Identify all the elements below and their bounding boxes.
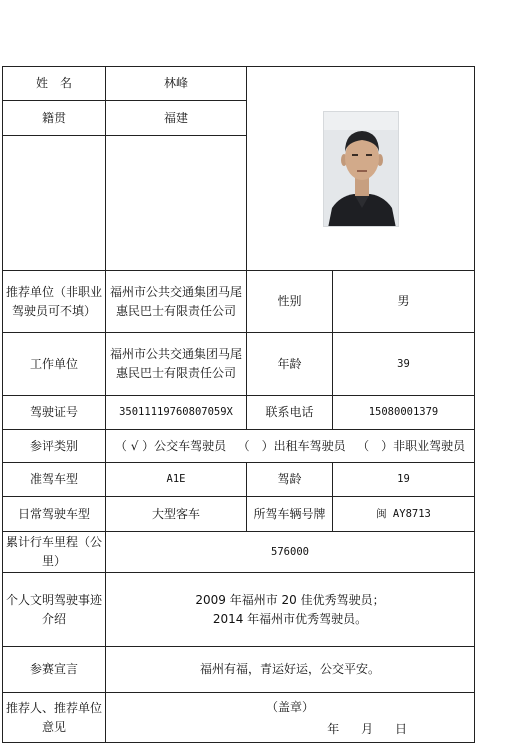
- opinion-label: 推荐人、推荐单位意见: [3, 693, 106, 743]
- row-name: [3, 67, 475, 101]
- work-unit-label: 工作单位: [3, 333, 106, 396]
- gender-label: 性别: [247, 271, 333, 333]
- license-no-label: 驾驶证号: [3, 396, 106, 430]
- category-option-taxi: （ ）出租车驾驶员: [237, 438, 346, 453]
- recommend-unit-label: 推荐单位（非职业驾驶员可不填）: [3, 271, 106, 333]
- recommend-unit-value: 福州市公共交通集团马尾惠民巴士有限责任公司: [106, 271, 247, 333]
- mileage-value: 576000: [106, 532, 475, 573]
- daily-vehicle-label: 日常驾驶车型: [3, 497, 106, 532]
- row-daily-vehicle: [3, 497, 475, 532]
- age-label: 年龄: [247, 333, 333, 396]
- row-mileage: [3, 532, 475, 573]
- vehicle-type-label: 准驾车型: [3, 463, 106, 497]
- seal-text: （盖章）: [265, 699, 314, 714]
- category-options: [106, 430, 475, 463]
- daily-vehicle-value: 大型客车: [106, 497, 247, 532]
- category-label: 参评类别: [3, 430, 106, 463]
- date-month: 月: [361, 721, 374, 736]
- row-license: [3, 396, 475, 430]
- blank-cell-middle: [106, 136, 247, 271]
- driving-years-value: 19: [333, 463, 475, 497]
- signature-date: [109, 718, 471, 740]
- row-declaration: [3, 647, 475, 693]
- blank-cell-left: [3, 136, 106, 271]
- name-label: 姓 名: [3, 67, 106, 101]
- date-day: 日: [394, 721, 407, 736]
- vehicle-type-value: A1E: [106, 463, 247, 497]
- phone-value: 15080001379: [333, 396, 475, 430]
- age-value: 39: [333, 333, 475, 396]
- deeds-label: 个人文明驾驶事迹介绍: [3, 573, 106, 647]
- name-value: 林峰: [106, 67, 247, 101]
- declaration-label: 参赛宣言: [3, 647, 106, 693]
- row-deeds: [3, 573, 475, 647]
- category-option-nonprofessional: （ ）非职业驾驶员: [357, 438, 466, 453]
- plate-value: 闽 AY8713: [333, 497, 475, 532]
- license-no-value: 35011119760807059X: [106, 396, 247, 430]
- photo-cell: [247, 67, 475, 271]
- deeds-line: 2014 年福州市优秀驾驶员。: [212, 611, 368, 626]
- registration-form: [2, 66, 475, 743]
- phone-label: 联系电话: [247, 396, 333, 430]
- opinion-content: [106, 693, 475, 743]
- deeds-content: [106, 573, 475, 647]
- date-year: 年: [327, 721, 340, 736]
- applicant-photo: [323, 111, 399, 227]
- hometown-value: 福建: [106, 101, 247, 136]
- deeds-line: 2009 年福州市 20 佳优秀驾驶员；: [195, 592, 385, 607]
- plate-label: 所驾车辆号牌: [247, 497, 333, 532]
- gender-value: 男: [333, 271, 475, 333]
- mileage-label: 累计行车里程（公里）: [3, 532, 106, 573]
- row-opinion: [3, 693, 475, 743]
- category-option-bus: （ √ ）公交车驾驶员: [114, 438, 227, 453]
- row-category: [3, 430, 475, 463]
- driving-years-label: 驾龄: [247, 463, 333, 497]
- row-vehicle-type: [3, 463, 475, 497]
- row-recommend-unit: [3, 271, 475, 333]
- row-work-unit: [3, 333, 475, 396]
- hometown-label: 籍贯: [3, 101, 106, 136]
- work-unit-value: 福州市公共交通集团马尾惠民巴士有限责任公司: [106, 333, 247, 396]
- declaration-value: 福州有福，青运好运，公交平安。: [106, 647, 475, 693]
- portrait-image: [324, 112, 399, 227]
